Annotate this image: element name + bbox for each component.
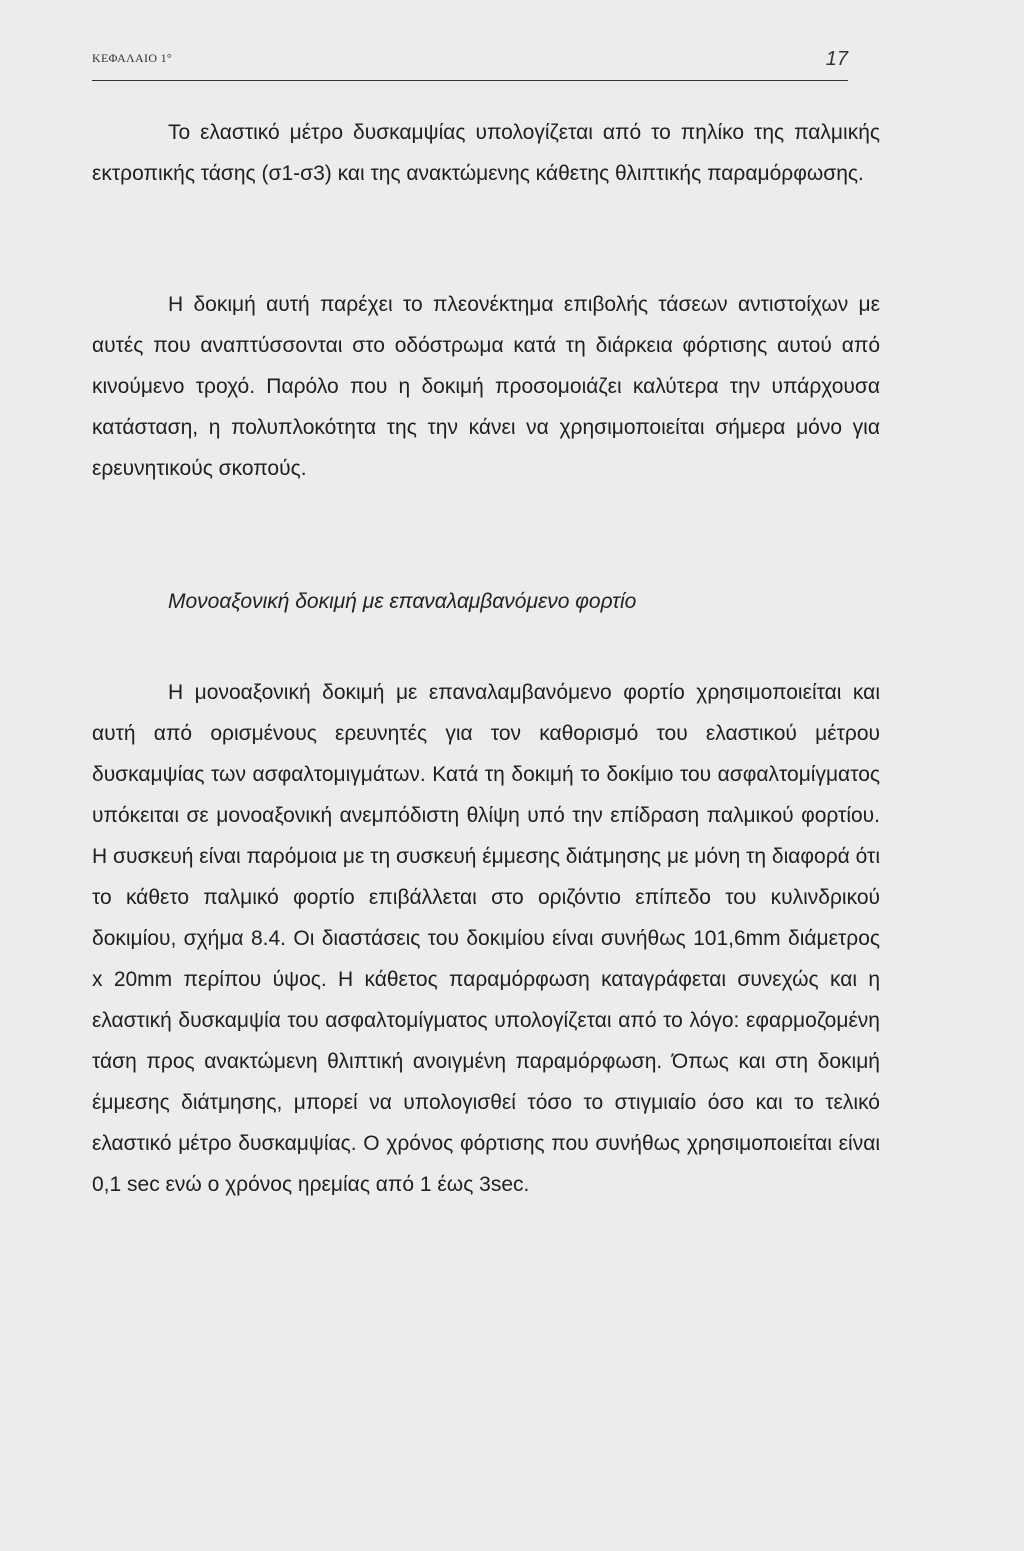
paragraph-1-block xyxy=(92,112,880,194)
paragraph-3: Η μονοαξονική δοκιμή με επαναλαμβανόμενο φορτίο χρησιμοποιείται και αυτή από ορισμένους ερευνητές για τον καθορισμό του ελαστικού μέτρου δυσκαμψίας των ασφαλτομιγμάτων. Κατά τη δοκιμή το δοκίμιο του ασφαλτομίγματος υπόκειται σε μονοαξονική ανεμπόδιστη θλίψη υπό την επίδραση παλμικού φορτίου. Η συσκευή είναι παρόμοια με τη συσκευή έμμεσης διάτμησης με μόνη τη διαφορά ότι το κάθετο παλμικό φορτίο επιβάλλεται στο οριζόντιο επίπεδο του κυλινδρικού δοκιμίου, σχήμα 8.4. Οι διαστάσεις του δοκιμίου είναι συνήθως 101,6mm διάμετρος x 20mm περίπου ύψος. Η κάθετος παραμόρφωση καταγράφεται συνεχώς και η ελαστική δυσκαμψία του ασφαλτομίγματος υπολογίζεται από το λόγο: εφαρμοζομένη τάση προς ανακτώμενη θλιπτική ανοιγμένη παραμόρφωση. Όπως και στη δοκιμή έμμεσης διάτμησης, μπορεί να υπολογισθεί τόσο το στιγμιαίο όσο και το τελικό ελαστικό μέτρο δυσκαμψίας. Ο χρόνος φόρτισης που συνήθως χρησιμοποιείται είναι 0,1 sec ενώ ο χρόνος ηρεμίας από 1 έως 3sec. xyxy=(92,681,880,1196)
paragraph-3-block xyxy=(92,672,880,1205)
paragraph-2: Η δοκιμή αυτή παρέχει το πλεονέκτημα επιβολής τάσεων αντιστοίχων με αυτές που αναπτύσσονται στο οδόστρωμα κατά τη διάρκεια φόρτισης αυτού από κινούμενο τροχό. Παρόλο που η δοκιμή προσομοιάζει καλύτερα την υπάρχουσα κατάσταση, η πολυπλοκότητα της την κάνει να χρησιμοποιείται σήμερα μόνο για ερευνητικούς σκοπούς. xyxy=(92,293,880,480)
paragraph-2-block xyxy=(92,284,880,489)
page-header xyxy=(92,40,848,81)
chapter-label: ΚΕΦΑΛΑΙΟ 1° xyxy=(92,51,172,65)
page-number: 17 xyxy=(825,48,848,70)
section-heading: Μονοαξονική δοκιμή με επαναλαμβανόμενο φορτίο xyxy=(168,590,637,613)
paragraph-1: Το ελαστικό μέτρο δυσκαμψίας υπολογίζεται από το πηλίκο της παλμικής εκτροπικής τάσης (σ1-σ3) και της ανακτώμενης κάθετης θλιπτικής παραμόρφωσης. xyxy=(92,121,880,185)
